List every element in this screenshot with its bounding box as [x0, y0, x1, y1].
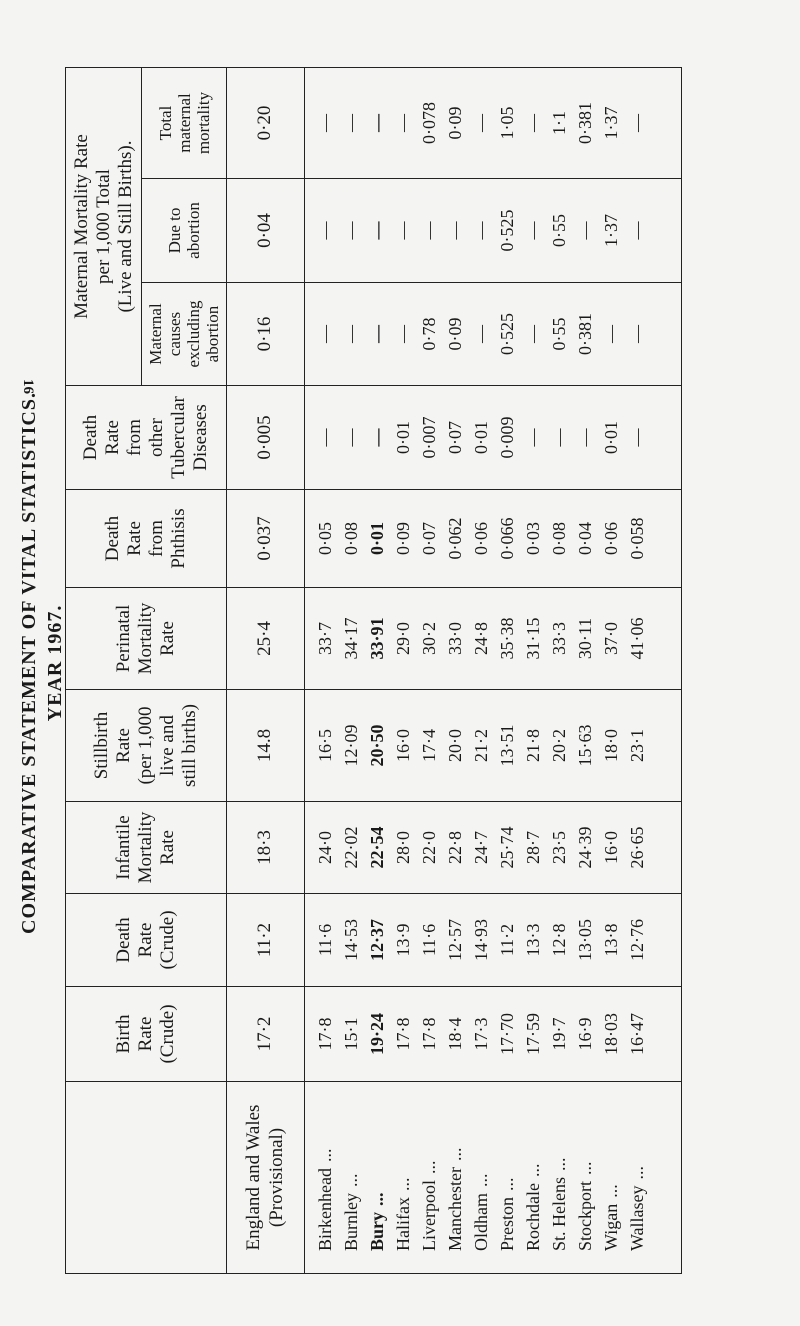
- infantile-cell: 28·0: [393, 831, 413, 864]
- header-text: (Crude): [157, 1004, 178, 1064]
- leader-dots: ...: [341, 1173, 361, 1187]
- mat_excl-cell: —: [393, 325, 413, 343]
- birth_rate-cell: 16·47: [627, 1013, 647, 1055]
- towns-cell: [416, 1060, 442, 1251]
- leader-dots: ...: [315, 1148, 335, 1163]
- header-stillbirth: [66, 689, 226, 801]
- header-text: mortality: [193, 91, 213, 155]
- perinatal-cell: 30·2: [419, 622, 439, 655]
- header-text: Due to: [165, 207, 184, 254]
- header-total-maternal: [142, 68, 226, 178]
- infantile-cell: 22·8: [445, 831, 465, 864]
- mat_abort-cell: —: [341, 221, 361, 240]
- england-tubercular: 0·005: [226, 385, 304, 489]
- header-text: live and: [157, 715, 178, 776]
- header-perinatal: [66, 587, 226, 689]
- infantile-cell: 24·39: [575, 826, 595, 869]
- infantile-cell: 26·65: [627, 826, 647, 869]
- header-due-to-abortion: [142, 178, 226, 282]
- header-text: Death: [102, 515, 123, 562]
- mat_abort-cell: —: [367, 221, 387, 240]
- tuberc-cell: 0·01: [601, 421, 621, 454]
- header-maternal-group: [66, 68, 226, 385]
- towns-cell: [390, 1060, 416, 1251]
- stillbirth-cell: 20·50: [367, 724, 387, 767]
- death_rate-cell: 13·05: [575, 919, 595, 961]
- leader-dots: ...: [549, 1157, 569, 1171]
- birth_rate-cell: 18·4: [445, 1017, 465, 1051]
- vital-statistics-table: [65, 67, 682, 1274]
- town-name: St. Helens: [549, 1177, 569, 1251]
- england-maternal-excl: 0·16: [226, 282, 304, 385]
- birth_rate-cell: 17·59: [523, 1013, 543, 1055]
- england-due-to-abortion: 0·04: [226, 178, 304, 282]
- leader-dots: ...: [471, 1173, 491, 1187]
- mat_abort-cell: —: [315, 221, 335, 240]
- perinatal-cell: 24·8: [471, 622, 491, 655]
- perinatal-cell: 30·11: [575, 617, 595, 660]
- header-area: [66, 1081, 226, 1273]
- mat_excl-cell: —: [601, 325, 621, 343]
- mat_total-cell: —: [523, 114, 543, 132]
- mat_total-cell: —: [627, 114, 647, 132]
- england-label-line: England and Wales: [243, 1104, 264, 1251]
- phthisis-cell: 0·062: [445, 517, 465, 560]
- birth_rate-cell: 17·8: [393, 1017, 413, 1051]
- stillbirth-cell: 21·2: [471, 729, 491, 762]
- towns-cell: [624, 1060, 650, 1251]
- england-stillbirth: 14.8: [226, 689, 304, 801]
- infantile-cell: 24·7: [471, 831, 491, 864]
- birth-rate-column: [304, 986, 681, 1081]
- towns-cell: [520, 1060, 546, 1251]
- towns-cell: [572, 1060, 598, 1251]
- header-text: Rate: [135, 922, 156, 958]
- leader-dots: ...: [419, 1160, 439, 1175]
- mat_excl-cell: 0·55: [549, 317, 569, 351]
- header-text: Maternal: [146, 303, 165, 365]
- stillbirth-cell: 17·4: [419, 729, 439, 762]
- leader-dots: ...: [367, 1192, 387, 1206]
- infantile-cell: 24·0: [315, 831, 335, 864]
- death_rate-cell: 13·9: [393, 923, 413, 957]
- tuberc-cell: —: [627, 428, 647, 447]
- mat_total-cell: —: [471, 114, 491, 132]
- leader-dots: ...: [575, 1161, 595, 1175]
- phthisis-cell: 0·06: [471, 522, 491, 555]
- infantile-cell: 28·7: [523, 831, 543, 864]
- town-column: [304, 1081, 681, 1273]
- due-to-abortion-column: [304, 178, 681, 282]
- mat_excl-cell: —: [367, 325, 387, 343]
- header-text: Death: [80, 414, 101, 461]
- header-birth-rate: [66, 986, 226, 1081]
- mat_excl-cell: 0·78: [419, 317, 439, 351]
- header-maternal-excluding-abortion: [142, 282, 226, 385]
- town-name: Burnley: [341, 1193, 361, 1251]
- phthisis-cell: 0·06: [601, 522, 621, 555]
- birth_rate-cell: 17·8: [419, 1017, 439, 1051]
- infantile-cell: 16·0: [601, 831, 621, 864]
- header-text: abortion: [203, 305, 222, 363]
- stillbirth-cell: 21·8: [523, 729, 543, 762]
- perinatal-cell: 31·15: [523, 617, 543, 660]
- death_rate-cell: 13·8: [601, 923, 621, 957]
- tuberc-cell: 0·007: [419, 416, 439, 459]
- birth_rate-cell: 16·9: [575, 1017, 595, 1051]
- perinatal-cell: 33·0: [445, 622, 465, 655]
- header-text: Maternal Mortality Rate: [70, 134, 92, 319]
- stillbirth-cell: 16·5: [315, 729, 335, 762]
- death-rate-column: [304, 893, 681, 986]
- mat_total-cell: 0·381: [575, 102, 595, 144]
- death_rate-cell: 14·53: [341, 919, 361, 961]
- header-text: Total: [155, 105, 175, 141]
- header-text: excluding: [184, 300, 203, 368]
- perinatal-cell: 33·7: [315, 622, 335, 655]
- header-tubercular: [66, 385, 226, 489]
- tuberc-cell: 0·009: [497, 416, 517, 459]
- town-name: Bury: [367, 1211, 387, 1251]
- birth_rate-cell: 17·8: [315, 1017, 335, 1051]
- leader-dots: ...: [601, 1184, 621, 1198]
- stillbirth-cell: 18·0: [601, 729, 621, 762]
- mat_excl-cell: —: [627, 325, 647, 343]
- mat_total-cell: 1·1: [549, 111, 569, 135]
- mat_abort-cell: 0·55: [549, 214, 569, 247]
- header-text: Rate: [157, 621, 178, 656]
- perinatal-column: [304, 587, 681, 689]
- phthisis-cell: 0·07: [419, 522, 439, 555]
- mat_total-cell: —: [367, 114, 387, 132]
- header-text: still births): [179, 704, 200, 787]
- perinatal-cell: 29·0: [393, 622, 413, 655]
- death_rate-cell: 11·2: [497, 923, 517, 957]
- header-text: Perinatal: [113, 604, 134, 673]
- england-wales-row: [226, 68, 305, 1273]
- infantile-cell: 23·5: [549, 831, 569, 864]
- mat_excl-cell: 0·381: [575, 313, 595, 355]
- header-row: [66, 68, 227, 1273]
- header-text: Rate: [113, 728, 134, 763]
- mat_total-cell: —: [341, 114, 361, 132]
- tuberc-cell: —: [549, 428, 569, 447]
- death_rate-cell: 13·3: [523, 923, 543, 957]
- mat_excl-cell: 0·09: [445, 317, 465, 351]
- mat_excl-cell: 0·525: [497, 313, 517, 355]
- stillbirth-cell: 23·1: [627, 729, 647, 762]
- death_rate-cell: 12·8: [549, 923, 569, 957]
- stillbirth-cell: 16·0: [393, 729, 413, 762]
- mat_excl-cell: —: [471, 325, 491, 343]
- header-infantile: [66, 801, 226, 893]
- town-name: Liverpool: [419, 1180, 439, 1251]
- header-text: from: [124, 419, 145, 456]
- header-text: per 1,000 Total: [92, 169, 114, 284]
- mat_abort-cell: —: [627, 221, 647, 240]
- mat_total-cell: 0·078: [419, 102, 439, 144]
- stillbirth-column: [304, 689, 681, 801]
- mat_abort-cell: 0·525: [497, 209, 517, 252]
- phthisis-cell: 0·09: [393, 522, 413, 555]
- phthisis-cell: 0·04: [575, 522, 595, 555]
- leader-dots: ...: [445, 1147, 465, 1162]
- header-text: Stillbirth: [91, 711, 112, 780]
- mat_total-cell: 1·05: [497, 106, 517, 140]
- header-text: (Crude): [157, 910, 178, 970]
- header-text: Death: [113, 917, 134, 963]
- stillbirth-cell: 13·51: [497, 724, 517, 767]
- birth_rate-cell: 19·7: [549, 1017, 569, 1051]
- mat_abort-cell: —: [445, 221, 465, 240]
- phthisis-cell: 0·05: [315, 522, 335, 555]
- mat_total-cell: —: [315, 114, 335, 132]
- town-name: Birkenhead: [315, 1168, 335, 1251]
- header-death-rate: [66, 893, 226, 986]
- stillbirth-cell: 12·09: [341, 724, 361, 767]
- phthisis-cell: 0·08: [341, 522, 361, 555]
- mat_total-cell: 1·37: [601, 106, 621, 140]
- tuberc-cell: —: [523, 428, 543, 447]
- infantile-cell: 25·74: [497, 826, 517, 869]
- header-text: Rate: [124, 521, 145, 556]
- total-maternal-column: [304, 68, 681, 178]
- perinatal-cell: 33·91: [367, 617, 387, 660]
- tuberc-cell: —: [575, 428, 595, 447]
- maternal-excl-column: [304, 282, 681, 385]
- header-text: other: [146, 417, 167, 458]
- birth_rate-cell: 19·24: [367, 1013, 387, 1056]
- birth_rate-cell: 17·70: [497, 1013, 517, 1055]
- town-name: Wallasey: [627, 1185, 647, 1251]
- tuberc-cell: 0·01: [393, 421, 413, 454]
- header-text: Infantile: [113, 815, 134, 880]
- phthisis-cell: 0·01: [367, 522, 387, 556]
- birth_rate-cell: 17·3: [471, 1017, 491, 1051]
- leader-dots: ...: [523, 1163, 543, 1178]
- county-borough-rows: [304, 68, 681, 1273]
- tuberc-cell: 0·07: [445, 421, 465, 454]
- tuberc-cell: 0·01: [471, 421, 491, 454]
- phthisis-cell: 0·03: [523, 522, 543, 555]
- header-text: Tubercular: [168, 396, 189, 479]
- england-label-line: (Provisional): [266, 1127, 287, 1228]
- header-text: maternal: [174, 93, 194, 153]
- mat_excl-cell: —: [341, 325, 361, 343]
- tuberc-cell: —: [341, 428, 361, 447]
- england-death-rate: 11·2: [226, 893, 304, 986]
- header-text: causes: [165, 311, 184, 357]
- towns-cell: [442, 1060, 468, 1251]
- page-number: 16: [20, 379, 36, 394]
- birth_rate-cell: 18·03: [601, 1013, 621, 1055]
- header-text: Mortality: [135, 811, 156, 884]
- towns-cell: [312, 1060, 338, 1251]
- mat_abort-cell: —: [575, 221, 595, 240]
- mat_abort-cell: —: [523, 221, 543, 240]
- england-phthisis: 0·037: [226, 489, 304, 587]
- leader-dots: ...: [627, 1165, 647, 1180]
- death_rate-cell: 14·93: [471, 919, 491, 961]
- death_rate-cell: 12·76: [627, 919, 647, 961]
- mat_total-cell: —: [393, 114, 413, 132]
- page-title: COMPARATIVE STATEMENT OF VITAL STATISTICS.: [18, 392, 40, 934]
- maternal-group-title: [66, 68, 142, 385]
- infantile-cell: 22·54: [367, 826, 387, 869]
- mat_total-cell: 0·09: [445, 106, 465, 140]
- town-name: Wigan: [601, 1203, 621, 1251]
- infantile-cell: 22·02: [341, 826, 361, 869]
- mat_excl-cell: —: [523, 325, 543, 343]
- town-name: Stockport: [575, 1181, 595, 1251]
- header-text: Mortality: [135, 602, 156, 675]
- town-name: Halifax: [393, 1197, 413, 1251]
- stillbirth-cell: 15·63: [575, 724, 595, 767]
- england-wales-label: [226, 1081, 304, 1273]
- england-perinatal: 25·4: [226, 587, 304, 689]
- header-text: (Live and Still Births).: [114, 140, 136, 313]
- tuberc-cell: —: [315, 428, 335, 447]
- phthisis-cell: 0·08: [549, 522, 569, 555]
- stillbirth-cell: 20·2: [549, 729, 569, 762]
- towns-cell: [364, 1060, 390, 1251]
- header-text: Birth: [113, 1014, 134, 1054]
- phthisis-cell: 0·058: [627, 517, 647, 560]
- towns-cell: [494, 1060, 520, 1251]
- towns-cell: [546, 1060, 572, 1251]
- header-text: abortion: [184, 202, 203, 259]
- town-name: Oldham: [471, 1193, 491, 1251]
- mat_abort-cell: —: [471, 221, 491, 240]
- towns-cell: [468, 1060, 494, 1251]
- town-name: Preston: [497, 1197, 517, 1251]
- death_rate-cell: 11·6: [419, 923, 439, 957]
- header-text: from: [146, 520, 167, 557]
- header-text: Rate: [135, 1016, 156, 1052]
- header-text: Rate: [102, 420, 123, 455]
- mat_abort-cell: —: [419, 221, 439, 240]
- mat_excl-cell: —: [315, 325, 335, 343]
- perinatal-cell: 34·17: [341, 617, 361, 660]
- towns-cell: [598, 1060, 624, 1251]
- perinatal-cell: 37·0: [601, 622, 621, 655]
- mat_abort-cell: —: [393, 221, 413, 240]
- perinatal-cell: 41·06: [627, 617, 647, 660]
- town-name: Rochdale: [523, 1183, 543, 1251]
- stillbirth-cell: 20·0: [445, 729, 465, 762]
- mat_abort-cell: 1·37: [601, 214, 621, 247]
- leader-dots: ...: [497, 1177, 517, 1191]
- death_rate-cell: 12·57: [445, 919, 465, 961]
- towns-cell: [338, 1060, 364, 1251]
- perinatal-cell: 33·3: [549, 622, 569, 655]
- town-name: Manchester: [445, 1167, 465, 1251]
- perinatal-cell: 35·38: [497, 617, 517, 660]
- phthisis-cell: 0·066: [497, 517, 517, 560]
- page-subtitle: YEAR 1967.: [44, 604, 66, 722]
- header-text: Rate: [157, 830, 178, 865]
- england-total-maternal: 0·20: [254, 105, 275, 141]
- england-birth-rate: 17·2: [226, 986, 304, 1081]
- death_rate-cell: 12·37: [367, 919, 387, 962]
- header-phthisis: [66, 489, 226, 587]
- header-text: Diseases: [190, 404, 211, 471]
- phthisis-column: [304, 489, 681, 587]
- england-infantile: 18·3: [226, 801, 304, 893]
- tuberc-cell: —: [367, 428, 387, 447]
- infantile-cell: 22·0: [419, 831, 439, 864]
- birth_rate-cell: 15·1: [341, 1017, 361, 1051]
- death_rate-cell: 11·6: [315, 923, 335, 957]
- header-text: Phthisis: [168, 508, 189, 569]
- leader-dots: ...: [393, 1177, 413, 1192]
- infantile-column: [304, 801, 681, 893]
- header-text: (per 1,000: [135, 706, 156, 785]
- tubercular-column: [304, 385, 681, 489]
